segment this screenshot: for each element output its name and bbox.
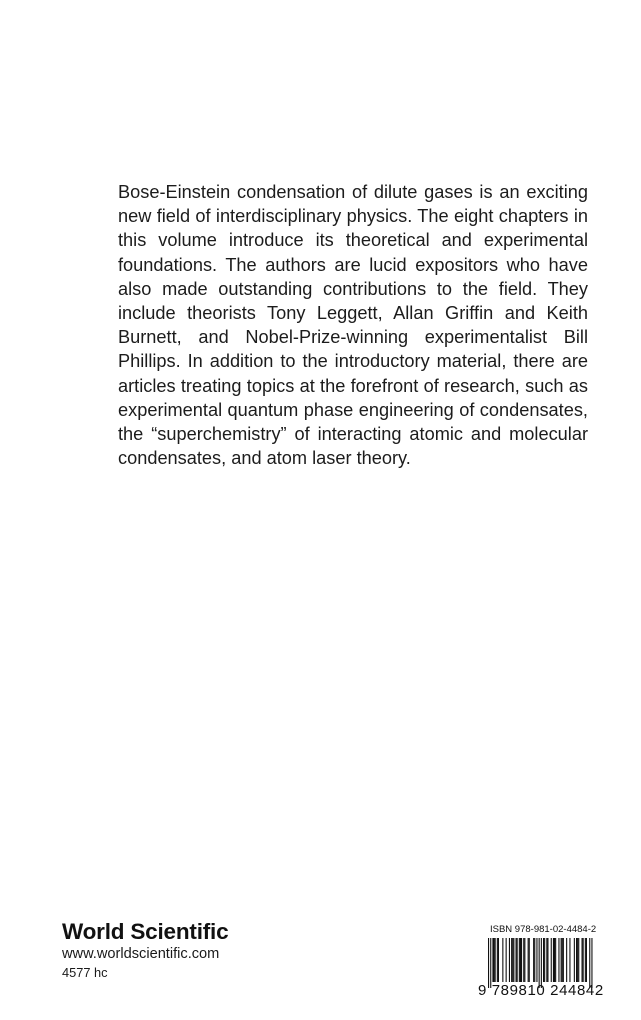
- barcode-bar: [558, 938, 559, 982]
- barcode-bar: [566, 938, 567, 982]
- barcode-bar: [520, 938, 521, 982]
- barcode-bar: [582, 938, 583, 982]
- barcode-bar: [539, 938, 540, 988]
- barcode-bar: [502, 938, 503, 982]
- barcode-bar: [553, 938, 554, 982]
- barcode-bar: [533, 938, 534, 982]
- product-code: 4577 hc: [62, 965, 108, 980]
- barcode-bar: [495, 938, 496, 982]
- barcode-bar: [555, 938, 556, 982]
- back-cover-blurb: Bose-Einstein condensation of dilute gases is an exciting new field of interdisciplinary physics. The eight chapters in this volume introduce its theoretical and experimental foundations. The authors are lucid expositors who have also made outstanding contributions to the field. They include theorists Tony Leggett, Allan Griffin and Keith Burnett, and Nobel-Prize-winning experimentalist Bill Phillips. In addition to the introductory material, there are articles treating topics at the forefront of research, such as experimental quantum phase engineering of condensates, the “superchemistry” of interacting atomic and molecular condensates, and atom laser theory.: [118, 182, 588, 469]
- barcode-bar: [589, 938, 590, 988]
- barcode-bar: [492, 938, 493, 982]
- publisher-name: World Scientific: [62, 919, 229, 944]
- barcode-bar: [523, 938, 524, 982]
- barcode-bar: [578, 938, 579, 982]
- barcode-bar: [529, 938, 530, 982]
- barcode-bar: [488, 938, 489, 988]
- barcode-bar: [497, 938, 498, 982]
- barcode-bar: [574, 938, 575, 982]
- barcode-bar: [554, 938, 555, 982]
- barcode-bar: [509, 938, 510, 982]
- barcode-bar: [528, 938, 529, 982]
- barcode-bar: [551, 938, 552, 982]
- barcode-bar: [513, 938, 514, 982]
- barcode-bar: [576, 938, 577, 982]
- barcode-bar: [519, 938, 520, 982]
- barcode-bar: [524, 938, 525, 982]
- barcode-bar: [506, 938, 507, 982]
- barcode-digits: 9 789810 244842: [478, 982, 604, 999]
- barcode-bar: [543, 938, 544, 982]
- barcode-bar: [591, 938, 592, 988]
- barcode-bar: [521, 938, 522, 982]
- barcode-bar: [512, 938, 513, 982]
- publisher-url: www.worldscientific.com: [62, 946, 220, 962]
- barcode-bar: [563, 938, 564, 982]
- barcode-bar: [536, 938, 537, 982]
- barcode-bar: [494, 938, 495, 982]
- isbn-barcode: [478, 924, 604, 1008]
- publisher-block: [62, 918, 322, 981]
- barcode-bar: [511, 938, 512, 982]
- barcode-bar: [583, 938, 584, 982]
- barcode-bar: [585, 938, 586, 982]
- barcode-bar: [562, 938, 563, 982]
- isbn-label: ISBN 978-981-02-4484-2: [490, 924, 597, 935]
- barcode-bar: [490, 938, 491, 988]
- barcode-bar: [561, 938, 562, 982]
- barcode-bar: [577, 938, 578, 982]
- barcode-bar: [517, 938, 518, 982]
- barcode-bar: [498, 938, 499, 982]
- barcode-bar: [541, 938, 542, 988]
- barcode-bar: [546, 938, 547, 982]
- barcode-bar: [569, 938, 570, 982]
- barcode-bar: [516, 938, 517, 982]
- barcode-bar: [586, 938, 587, 982]
- barcode-bar: [534, 938, 535, 982]
- barcode-bar: [547, 938, 548, 982]
- barcode-bar: [544, 938, 545, 982]
